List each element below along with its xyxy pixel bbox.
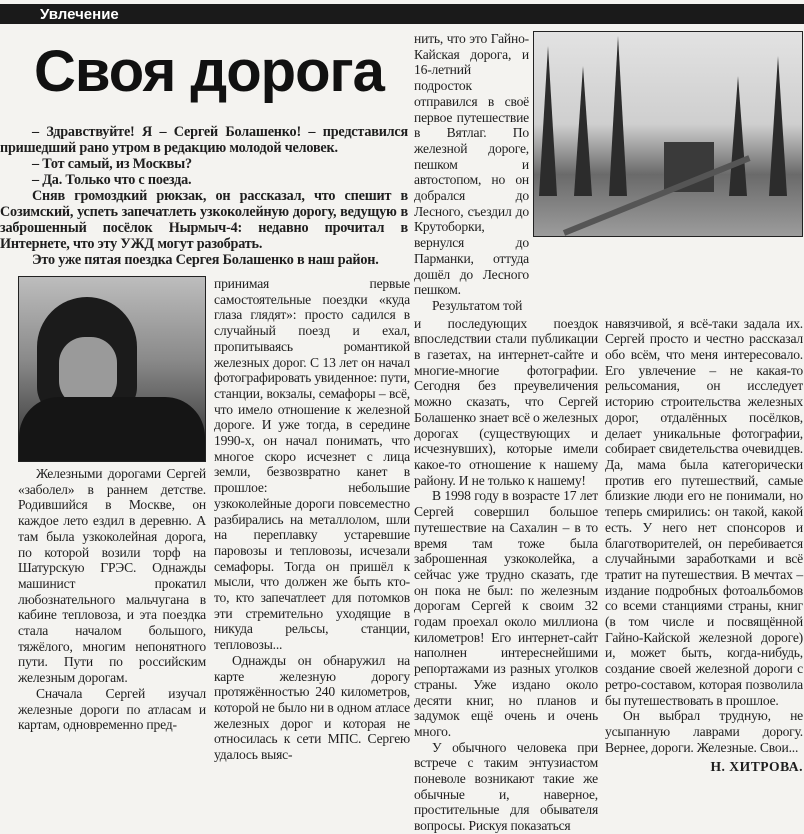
portrait-photo (18, 276, 206, 462)
lead-paragraph: – Тот самый, из Москвы? (32, 156, 192, 172)
column-3-top (414, 31, 529, 314)
column-1-wrapper (18, 276, 206, 763)
rubric-bar (0, 4, 804, 24)
paragraph: У обычного человека при встрече с таким энтузиастом поневоле возникают такие же обычные и, наверное, простительные для обывателя вопросы. Рискуя показаться (414, 739, 598, 834)
lead-paragraph: Сняв громоздкий рюкзак, он рассказал, что спешит в Созимский, успеть запечатлеть узкоколейную дорогу, ведущую в заброшенный посёлок Нырмыч-4: недавно прочитал в Интернете, что эту УЖД могут разобрать. (0, 188, 408, 252)
left-region (0, 124, 410, 763)
author-byline: Н. ХИТРОВА. (710, 759, 803, 775)
right-top-row (414, 31, 803, 314)
photo-tree (729, 76, 747, 196)
article-lead (0, 124, 408, 268)
right-region (414, 31, 803, 834)
paragraph: Результатом той (432, 297, 523, 313)
paragraph: Однажды он обнаружил на карте железную дорогу протяжённостью 240 километров, которой не было ни в одном атласе железных дорог и которая не относилась к сети МПС. Сергею удалось выяс- (214, 652, 410, 763)
column-4 (605, 316, 803, 775)
photo-tree (769, 56, 787, 196)
railway-forest-photo (533, 31, 803, 237)
paragraph: навязчивой, я всё-таки задала их. Сергей просто и честно рассказал обо всём, что меня интересовало. Его увлечение – не какая-то рельсомания, он исследует историю строительства железных дорог, отдалённых посёлков, делает уникальные фотографии, собирает свидетельства очевидцев. Да, мама была категорически против его путешествий, самые близкие люди его не понимали, но теперь смирились: он такой, какой есть. У него нет спонсоров и благотворителей, он перебивается случайными заработками и всё тратит на путешествия. В мечтах – издание подробных фотоальбомов со всеми станциями страны, книг (в том числе и посвящённой Гайно-Кайской железной дороге) и, может быть, когда-нибудь, создание своей железной дороги с ретро-составом, которая позволила бы путешествовать в прошлое. (605, 315, 803, 708)
photo-tree (609, 36, 627, 196)
paragraph: В 1998 году в возрасте 17 лет Сергей совершил большое путешествие на Сахалин – в то время там тоже была заброшенная узкоколейка, а сейчас уже трудно сказать, где он пока не был: по железным дорогам Сергей к своим 32 годам проехал около миллиона километров! Его интернет-сайт наполнен интереснейшими репортажами из разных уголков страны. Уже издано около десяти книг, но планов и задумок ещё очень и очень много. (414, 488, 598, 739)
photo-tree (539, 46, 557, 196)
paragraph: Он выбрал трудную, не усыпанную лаврами дорогу. Вернее, дороги. Железные. Свои... (605, 708, 803, 755)
column-3-bottom (414, 316, 598, 834)
paragraph: нить, что это Гайно-Кайская дорога, и 16-летний подросток отправился в своё первое путешествие в Вятлаг. По железной дороге, пешком и автостопом, но он добрался до Лесного, съездил до Крутоборки, вернулся до Парманки, оттуда дошёл до Лесного пешком. (414, 31, 529, 298)
paragraph: и последующих поездок впоследствии стали публикации в газетах, на интернет-сайте и многие-многие фотографии. Сегодня без преувеличения можно сказать, что Сергей Болашенко знает всё о железных дорогах (существующих и исчезнувших), которые имели какое-то отношение к нашему району. И не только к нашему! (414, 315, 598, 488)
paragraph: принимая первые самостоятельные поездки «куда глаза глядят»: просто садился в случайный поезд и ехал, пропитываясь романтикой железных дорог. С 13 лет он начал фотографировать увиденное: пути, станции, вокзалы, семафоры – всё, что имело отношение к железной дороге. И уже тогда, в середине 1990-х, он начал понимать, что многое скоро исчезнет с лица земли, безвозвратно канет в прошлое: небольшие узкоколейные дороги повсеместно разбирались на металлолом, шли на переплавку устаревшие паровозы и тепловозы, исчезали семафоры. Тогда он пришёл к мысли, что должен же быть кто-то, кто запечатлеет для потомков эти стремительно уходящие в никуда рельсы, станции, тепловозы... (214, 276, 410, 653)
photo-body-shape (19, 397, 205, 462)
left-columns (0, 276, 410, 763)
photo-tree (574, 66, 592, 196)
lead-paragraph: – Да. Только что с поезда. (32, 172, 192, 188)
lead-paragraph: Это уже пятая поездка Сергея Болашенко в наш район. (32, 252, 379, 268)
column-1 (18, 466, 206, 733)
column-2 (214, 276, 410, 763)
rubric-label: Увлечение (40, 6, 119, 23)
lead-paragraph: – Здравствуйте! Я – Сергей Болашенко! – представился пришедший рано утром в редакцию молодой человек. (0, 124, 408, 156)
paragraph: Сначала Сергей изучал железные дороги по атласам и картам, одновременно пред- (18, 685, 206, 733)
paragraph: Железными дорогами Сергей «заболел» в раннем детстве. Родившийся в Москве, он каждое лето ездил в деревню. А там была узкоколейная дорога, по которой возили торф на Шатурскую ГРЭС. Однажды машинист прокатил любознательного мальчугана в кабине тепловоза, и эта поездка стала началом большого, тяжёлого, многим непонятного пути. Пути по российским железным дорогам. (18, 466, 206, 686)
right-bottom-row (414, 316, 803, 834)
article-title: Своя дорога (34, 39, 384, 104)
